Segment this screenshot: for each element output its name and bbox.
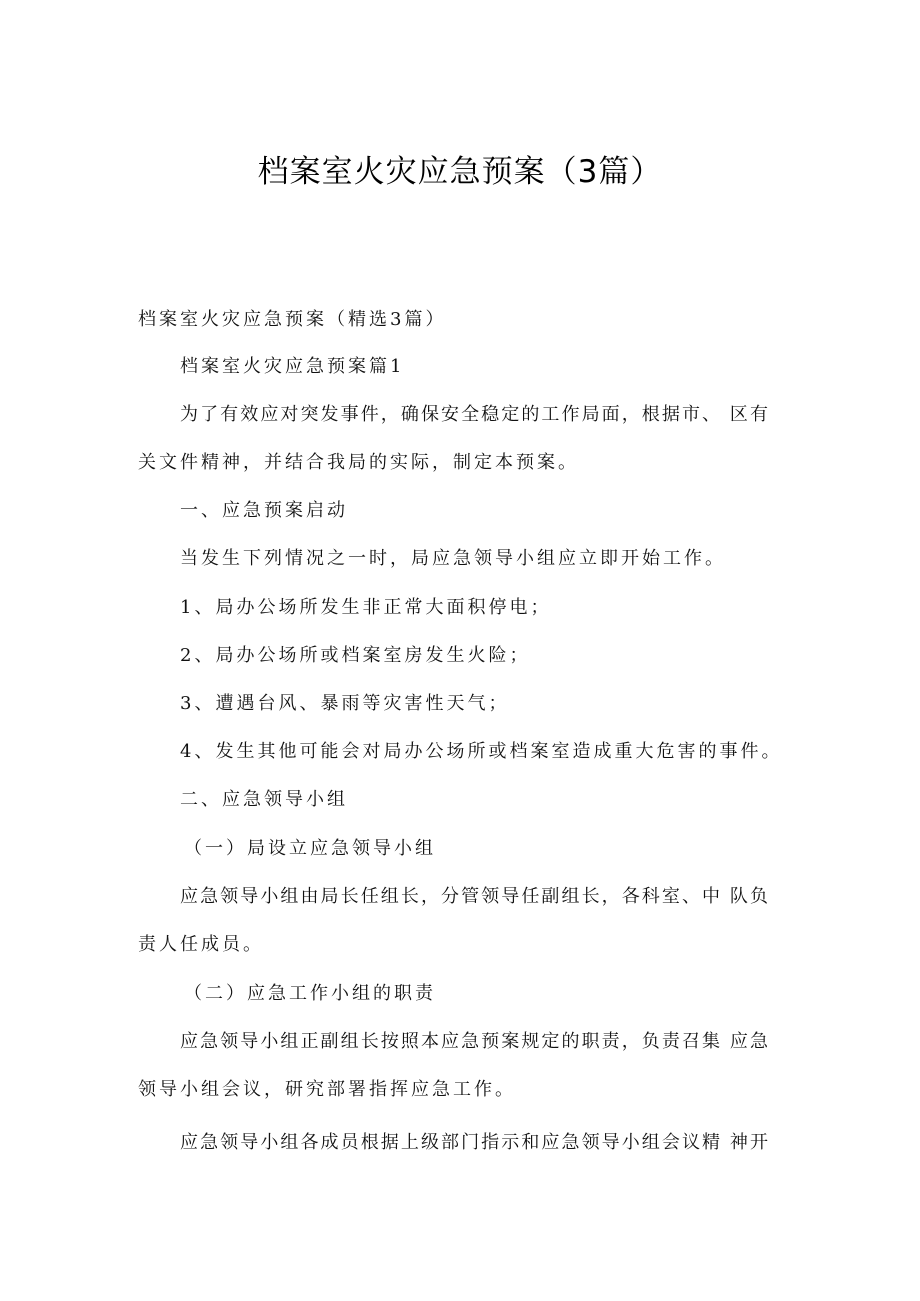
heading-leadership-group: 二、应急领导小组 [180,789,348,810]
group-composition-line-2: 责人任成员。 [138,934,264,955]
duties-paragraph-1-line-2: 领导小组会议，研究部署指挥应急工作。 [138,1079,516,1100]
intro-line-1: 为了有效应对突发事件，确保安全稳定的工作局面，根据市、 区有 [180,404,770,425]
group-composition-line-1: 应急领导小组由局长任组长，分管领导任副组长，各科室、中 队负 [180,886,770,907]
subheading-establish-group: （一）局设立应急领导小组 [184,838,436,859]
heading-emergency-start: 一、应急预案启动 [180,500,348,521]
duties-paragraph-2-line-1: 应急领导小组各成员根据上级部门指示和应急领导小组会议精 神开 [180,1132,770,1153]
intro-line-2: 关文件精神，并结合我局的实际，制定本预案。 [138,452,579,473]
list-item-2: 2、局办公场所或档案室房发生火险； [180,645,531,666]
document-subtitle: 档案室火灾应急预案（精选3篇） [138,309,447,330]
list-item-1: 1、局办公场所发生非正常大面积停电； [180,597,552,618]
page-title: 档案室火灾应急预案（3篇） [257,154,663,190]
list-item-4: 4、发生其他可能会对局办公场所或档案室造成重大危害的事件。 [180,741,783,762]
section-heading: 档案室火灾应急预案篇1 [180,356,405,377]
duties-paragraph-1-line-1: 应急领导小组正副组长按照本应急预案规定的职责，负责召集 应急 [180,1031,770,1052]
list-item-3: 3、遭遇台风、暴雨等灾害性天气； [180,693,510,714]
subheading-group-duties: （二）应急工作小组的职责 [184,983,436,1004]
trigger-intro: 当发生下列情况之一时，局应急领导小组应立即开始工作。 [180,548,726,569]
